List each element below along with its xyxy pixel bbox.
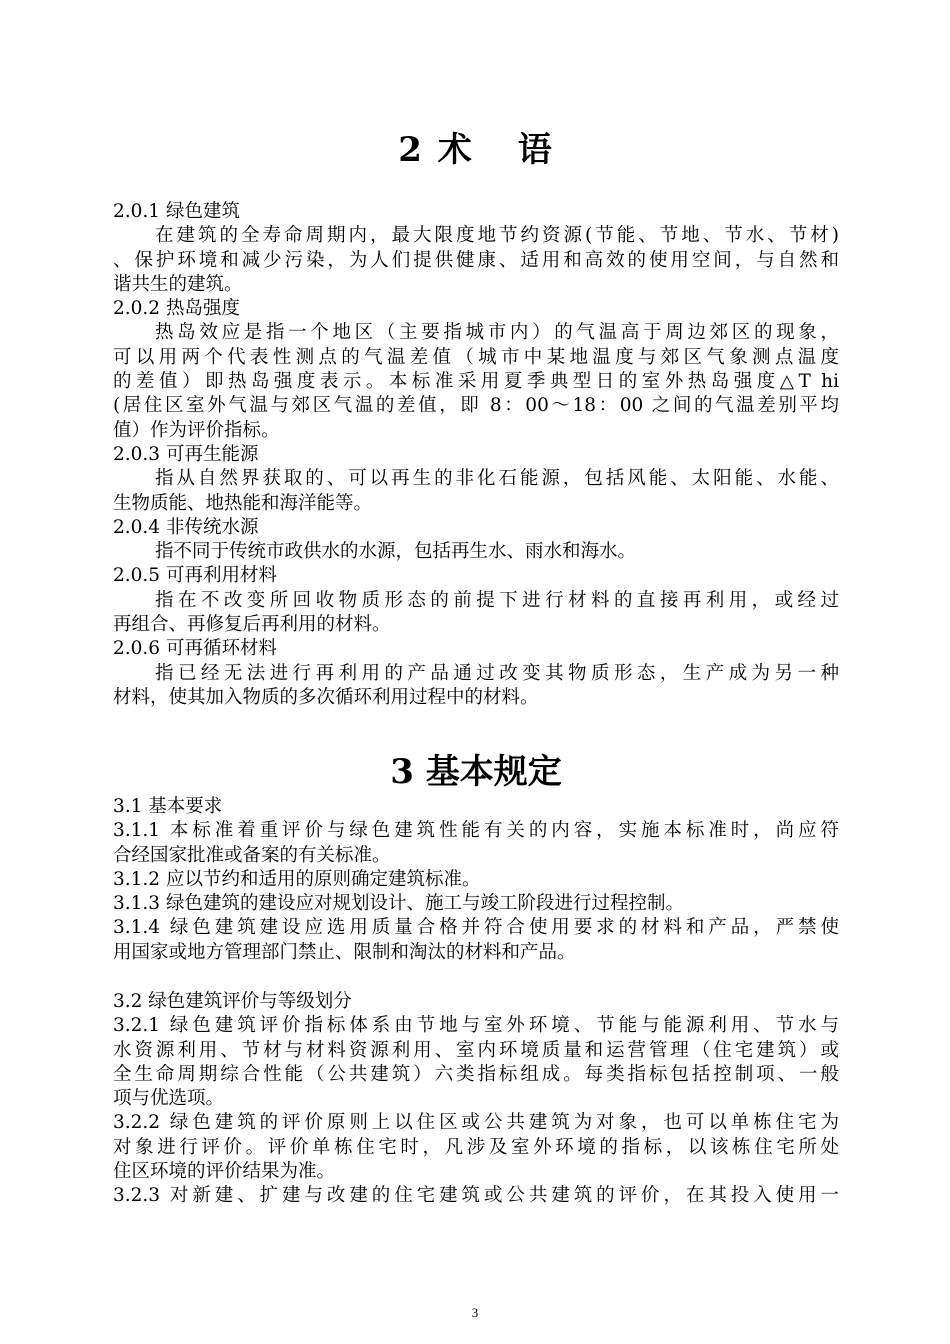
clause-line: 对象进行评价。评价单栋住宅时，凡涉及室外环境的指标，以该栋住宅所处 [113,1136,839,1158]
clause-line: 3.1.1 本标准着重评价与绿色建筑性能有关的内容，实施本标准时，尚应符 [113,820,839,842]
term-definition-line: 生物质能、地热能和海洋能等。 [113,492,373,514]
term-definition-line: 指已经无法进行再利用的产品通过改变其物质形态，生产成为另一种 [155,662,839,684]
clause-line: 3.1.3 绿色建筑的建设应对规划设计、施工与竣工阶段进行过程控制。 [113,893,684,915]
term-definition-line: 值）作为评价指标。 [113,419,280,441]
term-heading: 2.0.2 热岛强度 [113,298,240,320]
term-definition-line: 指从自然界获取的、可以再生的非化石能源，包括风能、太阳能、水能、 [155,468,839,490]
clause-line: 全生命周期综合性能（公共建筑）六类指标组成。每类指标包括控制项、一般 [113,1063,839,1085]
term-definition-line: 热岛效应是指一个地区（主要指城市内）的气温高于周边郊区的现象， [155,322,839,344]
section-heading: 3.2 绿色建筑评价与等级划分 [113,991,352,1012]
term-heading: 2.0.4 非传统水源 [113,516,259,538]
term-heading: 2.0.1 绿色建筑 [113,201,240,222]
term-definition-line: 再组合、再修复后再利用的材料。 [113,614,391,636]
term-heading: 2.0.3 可再生能源 [113,443,259,465]
term-definition-line: 指不同于传统市政供水的水源，包括再生水、雨水和海水。 [155,541,637,563]
chapter-2-number: 2 [398,130,424,170]
chapter-2-body [113,200,839,710]
clause-line: 3.1.2 应以节约和适用的原则确定建筑标准。 [113,868,481,890]
clause-line: 3.2.2 绿色建筑的评价原则上以住区或公共建筑为对象，也可以单栋住宅为 [113,1112,839,1134]
term-definition-line: 、保护环境和减少污染，为人们提供健康、适用和高效的使用空间，与自然和 [113,249,839,271]
clause-line: 住区环境的评价结果为准。 [113,1161,336,1183]
chapter-3-title: 3 基本规定 [390,752,562,792]
chapter-2-title-char-2: 语 [517,130,554,170]
term-definition-line: 指在不改变所回收物质形态的前提下进行材料的直接再利用，或经过 [155,589,839,611]
term-definition-line: 在建筑的全寿命周期内，最大限度地节约资源(节能、节地、节水、节材) [155,225,839,247]
chapter-2-title-char-1: 术 [437,130,474,170]
term-heading: 2.0.6 可再循环材料 [113,638,277,660]
clause-line: 水资源利用、节材与材料资源利用、室内环境质量和运营管理（住宅建筑）或 [113,1039,839,1061]
term-definition-line: 可以用两个代表性测点的气温差值（城市中某地温度与郊区气象测点温度 [113,346,839,368]
term-definition-line: 的差值）即热岛强度表示。本标准采用夏季典型日的室外热岛强度△T hi [113,371,839,393]
clause-line: 3.1.4 绿色建筑建设应选用质量合格并符合使用要求的材料和产品，严禁使 [113,917,839,939]
clause-line: 项与优选项。 [113,1088,225,1110]
clause-line: 3.2.1 绿色建筑评价指标体系由节地与室外环境、节能与能源利用、节水与 [113,1015,839,1037]
chapter-2-title [113,130,839,170]
term-definition-line: 材料，使其加入物质的多次循环利用过程中的材料。 [113,686,539,708]
term-definition-line: 谐共生的建筑。 [113,273,243,295]
term-definition-line: (居住区室外气温与郊区气温的差值，即 8：00～18：00 之间的气温差别平均 [113,395,839,417]
clause-line: 3.2.3 对新建、扩建与改建的住宅建筑或公共建筑的评价，在其投入使用一 [113,1185,839,1207]
page-number: 3 [471,1305,479,1320]
section-heading: 3.1 基本要求 [113,796,223,817]
clause-line: 合经国家批准或备案的有关标准。 [113,844,391,866]
chapter-3-basic-requirements [113,795,839,965]
term-heading: 2.0.5 可再利用材料 [113,565,277,587]
chapter-3-evaluation-grading [113,990,839,1209]
clause-line: 用国家或地方管理部门禁止、限制和淘汰的材料和产品。 [113,941,576,963]
